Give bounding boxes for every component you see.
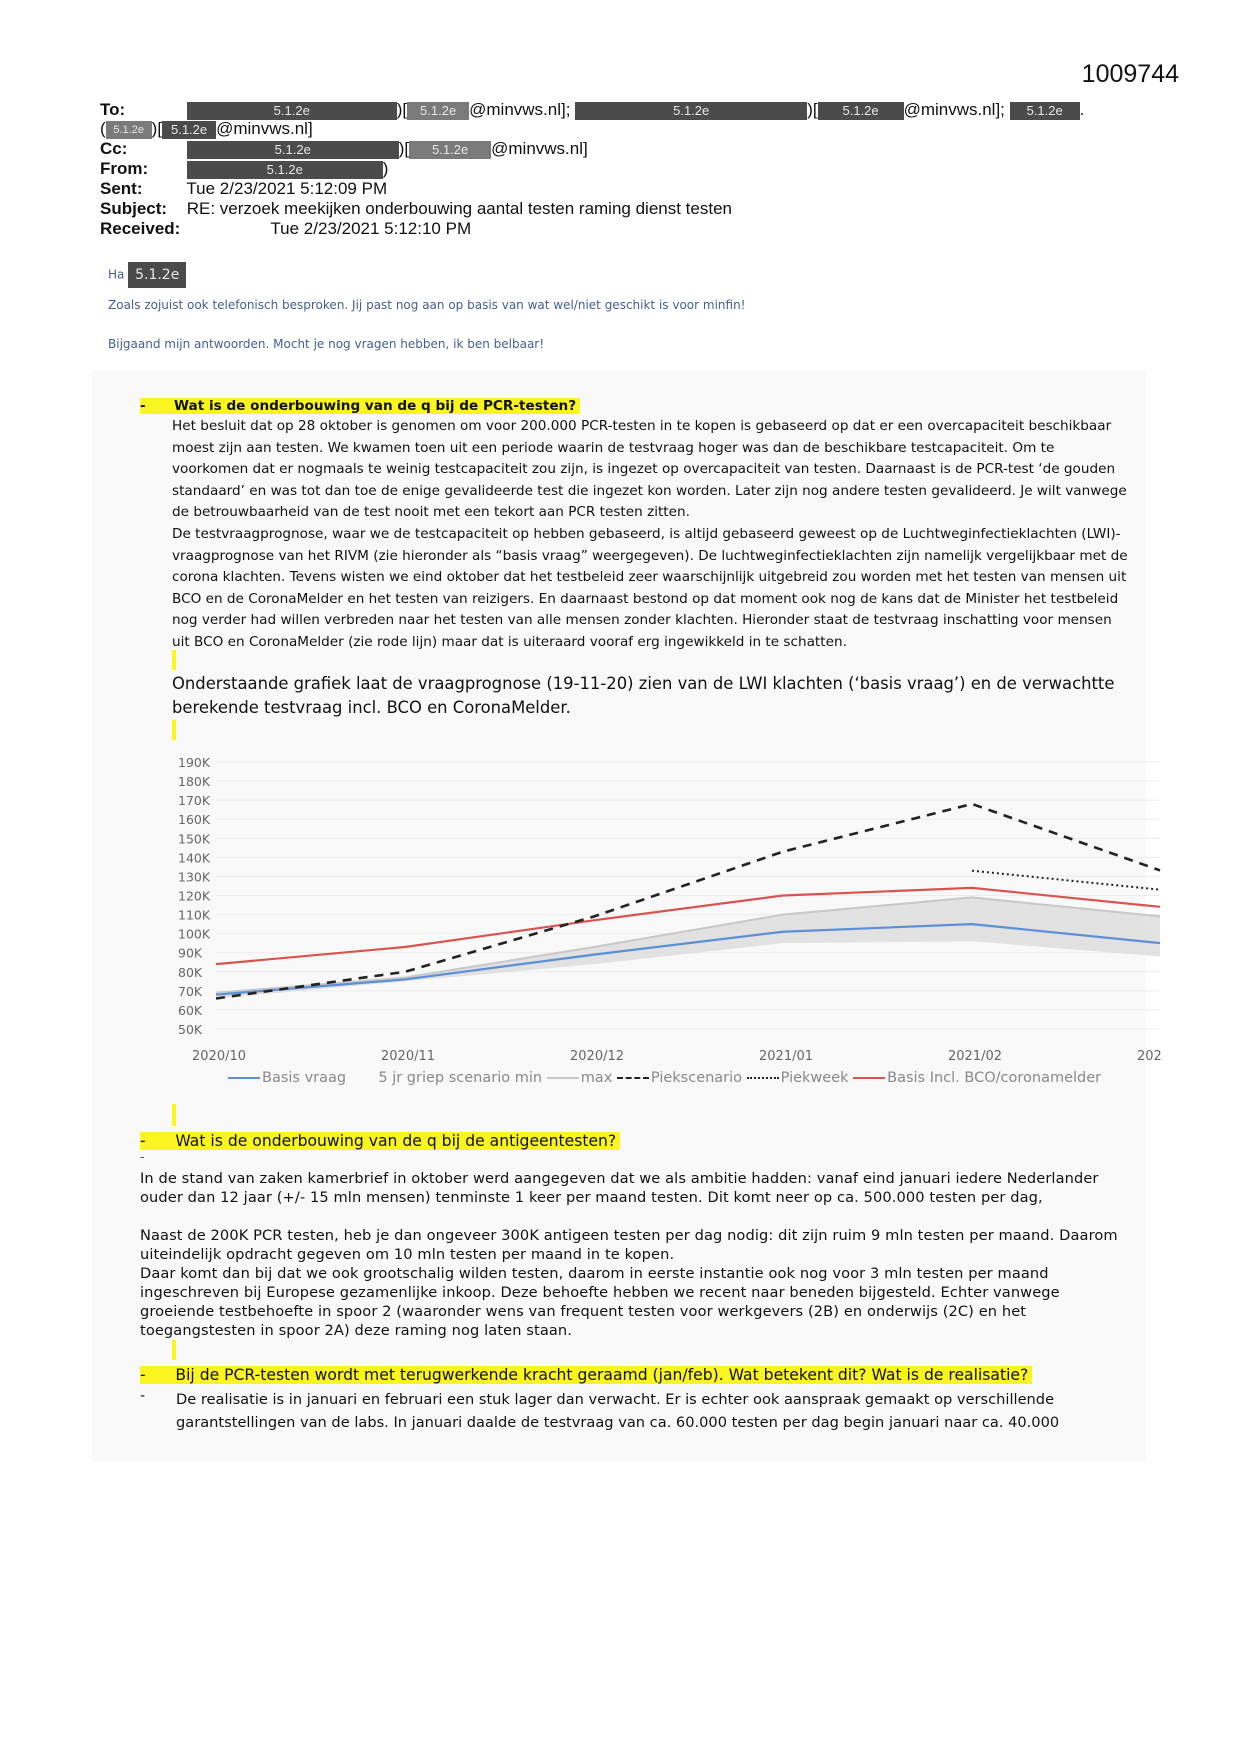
y-tick-label: 60K bbox=[178, 1002, 203, 1018]
legend-item: Basis vraag bbox=[262, 1070, 347, 1086]
to-label: To: bbox=[100, 100, 126, 119]
redaction: 5.1.2e bbox=[106, 121, 152, 139]
y-tick-label: 190K bbox=[178, 755, 211, 770]
sent-value: Tue 2/23/2021 5:12:09 PM bbox=[186, 179, 388, 198]
x-tick-label: 202 bbox=[1137, 1049, 1162, 1064]
highlight-marker bbox=[172, 720, 176, 740]
section1-paragraph-2: De testvraagprognose, waar we de testcapaciteit op hebben gebaseerd, is altijd gebaseerd geweest op de Luchtweginfectieklachten (LWI)- vraagprognose van het RIVM (zie hieronder als “basis vraag” weergegeven). De luchtweginfectieklachten zijn namelijk vergelijkbaar met de corona klachten. Tevens wisten we eind oktober dat het testbeleid zeer waarschijnlijk uitgebreid zou worden met het testen van mensen uit BCO en de CoronaMelder en het testen van reizigers. En daarnaast bestond op dat moment ook nog de kans dat de Minister het testbeleid nog verder had willen verbreden naar het testen van alle mensen zonder klachten. Hieronder staat de testvraag inschatting voor mensen uit BCO en CoronaMelder (zie rode lijn) maar dat is uiteraard vooraf erg ingewikkeld in te schatten. bbox=[172, 526, 1128, 650]
received-line bbox=[100, 219, 471, 239]
legend-item: Piekscenario bbox=[650, 1070, 743, 1086]
subject-value: RE: verzoek meekijken onderbouwing aantal testen raming dienst testen bbox=[186, 199, 732, 218]
redaction: 5.1.2e bbox=[1010, 102, 1080, 120]
y-tick-label: 160K bbox=[178, 812, 211, 828]
question-highlight: - Wat is de onderbouwing van de q bij de antigeentesten? bbox=[140, 1132, 620, 1150]
greeting-text: Ha bbox=[108, 267, 125, 282]
legend-swatch bbox=[747, 1077, 779, 1079]
email-domain: @minvws.nl] bbox=[216, 119, 313, 138]
question-text: Wat is de onderbouwing van de q bij de PCR-testen? bbox=[174, 398, 577, 414]
legend-item: max bbox=[580, 1070, 613, 1086]
legend-item: Basis Incl. BCO/coronamelder bbox=[887, 1070, 1102, 1086]
highlight-marker bbox=[172, 1340, 176, 1360]
y-tick-label: 90K bbox=[178, 945, 203, 961]
section1-paragraph-1: Het besluit dat op 28 oktober is genomen om voor 200.000 PCR-testen in te kopen is gebaseerd op dat er een overcapaciteit beschikbaar moest zijn aan testen. We kwamen toen uit een periode waarin de testvraag hoger was dan de beschikbare testcapaciteit. Om te voorkomen dat er nogmaals te weinig testcapaciteit zou zijn, is ingezet op overcapaciteit van testen. Daarnaast is de PCR-test ‘de gouden standaard’ en was tot dan toe de enige gevalideerde test die ingezet kon worden. Later zijn nog andere testen gevalideerd. Je wilt vanwege de betrouwbaarheid van de test nooit met een tekort aan PCR testen zitten. bbox=[172, 418, 1127, 520]
y-tick-label: 170K bbox=[178, 793, 211, 809]
y-tick-label: 150K bbox=[178, 831, 211, 847]
received-label: Received: bbox=[100, 219, 181, 238]
section2-paragraph-1: In de stand van zaken kamerbrief in oktober werd aangegeven dat we als ambitie hadden: vanaf eind januari iedere Nederlander ouder dan 12 jaar (+/- 15 mln mensen) tenminste 1 keer per maand testen. Dit komt neer op ca. 500.000 testen per dag, bbox=[140, 1170, 1099, 1206]
section2-question bbox=[140, 1130, 620, 1152]
question-text: Bij de PCR-testen wordt met terugwerkende kracht geraamd (jan/feb). Wat betekent dit? Wat is de realisatie? bbox=[175, 1366, 1029, 1384]
redaction: 5.1.2e bbox=[409, 141, 491, 159]
x-tick-label: 2020/10 bbox=[192, 1049, 247, 1064]
legend-swatch bbox=[617, 1077, 649, 1079]
legend-swatch bbox=[547, 1077, 579, 1079]
body-line-2: Bijgaand mijn antwoorden. Mocht je nog vragen hebben, ik ben belbaar! bbox=[108, 337, 545, 351]
separator: )[ bbox=[151, 119, 163, 138]
sent-line bbox=[100, 179, 387, 199]
x-tick-label: 2021/01 bbox=[759, 1049, 814, 1064]
x-tick-label: 2020/12 bbox=[570, 1049, 625, 1064]
punctuation: . bbox=[1079, 100, 1085, 119]
punctuation: ) bbox=[382, 159, 389, 178]
y-tick-label: 110K bbox=[178, 907, 211, 923]
cc-line bbox=[100, 139, 588, 159]
redaction: 5.1.2e bbox=[162, 121, 216, 139]
legend-swatch bbox=[853, 1077, 885, 1079]
x-tick-label: 2021/02 bbox=[948, 1049, 1003, 1064]
question-highlight: - Bij de PCR-testen wordt met terugwerkende kracht geraamd (jan/feb). Wat betekent dit? Wat is de realisatie? bbox=[140, 1366, 1032, 1384]
document-number: 1009744 bbox=[1081, 60, 1179, 88]
redaction: 5.1.2e bbox=[187, 102, 397, 120]
chart-intro: Onderstaande grafiek laat de vraagprognose (19-11-20) zien van de LWI klachten (‘basis vraag’) en de verwachtte berekende testvraag incl. BCO en CoronaMelder. bbox=[172, 674, 1115, 717]
separator: )[ bbox=[396, 100, 408, 119]
section3-answer: De realisatie is in januari en februari een stuk lager dan verwacht. Er is echter ook aanspraak gemaakt op verschillende garantstellingen van de labs. In januari daalde de testvraag van ca. 60.000 testen per dag begin januari naar ca. 40.000 bbox=[176, 1391, 1060, 1431]
punctuation: ( bbox=[100, 119, 106, 138]
x-tick-label: 2020/11 bbox=[381, 1049, 436, 1064]
from-label: From: bbox=[100, 159, 149, 178]
highlight-marker bbox=[172, 650, 176, 670]
y-tick-label: 100K bbox=[178, 926, 211, 942]
section3-question bbox=[140, 1364, 1032, 1386]
answer-dash: - bbox=[140, 1388, 146, 1404]
legend-item: Piekweek bbox=[780, 1070, 849, 1086]
y-tick-label: 80K bbox=[178, 964, 203, 980]
question-highlight: - Wat is de onderbouwing van de q bij de PCR-testen? bbox=[140, 398, 580, 414]
redaction: 5.1.2e bbox=[187, 161, 383, 179]
from-line bbox=[100, 159, 388, 179]
redaction: 5.1.2e bbox=[407, 102, 469, 120]
legend-item: 5 jr griep scenario min bbox=[378, 1070, 543, 1086]
email-domain: @minvws.nl]; bbox=[903, 100, 1005, 119]
cc-label: Cc: bbox=[100, 139, 128, 158]
section2-paragraph-2: Naast de 200K PCR testen, heb je dan ongeveer 300K antigeen testen per dag nodig: dit zijn ruim 9 mln testen per maand. Daarom uiteindelijk opdracht gegeven om 10 mln testen per maand in te kopen. bbox=[140, 1227, 1118, 1263]
redaction: 5.1.2e bbox=[818, 102, 904, 120]
subject-label: Subject: bbox=[100, 199, 168, 218]
y-tick-label: 180K bbox=[178, 774, 211, 790]
highlight-marker bbox=[172, 1104, 176, 1126]
separator: )[ bbox=[807, 100, 818, 119]
redaction: 5.1.2e bbox=[128, 262, 186, 288]
redaction: 5.1.2e bbox=[187, 141, 399, 159]
question-text: Wat is de onderbouwing van de q bij de antigeentesten? bbox=[175, 1132, 617, 1150]
section1-question bbox=[140, 396, 580, 418]
y-tick-label: 140K bbox=[178, 850, 211, 866]
body-line-1: Zoals zojuist ook telefonisch besproken. Jij past nog aan op basis van wat wel/niet geschikt is voor minfin! bbox=[108, 298, 746, 312]
to-line bbox=[100, 100, 1084, 120]
email-domain: @minvws.nl] bbox=[491, 139, 588, 158]
legend-swatch bbox=[228, 1077, 260, 1079]
dash: - bbox=[140, 1150, 145, 1165]
greeting bbox=[108, 262, 186, 288]
to-line-continued bbox=[100, 119, 313, 139]
received-value: Tue 2/23/2021 5:12:10 PM bbox=[270, 219, 472, 238]
redaction: 5.1.2e bbox=[575, 102, 807, 120]
section2-paragraph-3: Daar komt dan bij dat we ook grootschalig wilden testen, daarom in eerste instantie ook nog voor 3 mln testen per maand ingeschreven bij Europese gezamenlijke inkoop. Deze behoefte hebben we recent naar beneden bijgesteld. Echter vanwege groeiende testbehoefte in spoor 2 (waaronder wens van frequent testen voor werkgevers (2B) en onderwijs (2C) en het toegangstesten in spoor 2A) deze raming nog laten staan. bbox=[140, 1265, 1060, 1339]
sent-label: Sent: bbox=[100, 179, 143, 198]
y-tick-label: 120K bbox=[178, 888, 211, 904]
y-tick-label: 70K bbox=[178, 983, 203, 999]
separator: )[ bbox=[398, 139, 410, 158]
email-domain: @minvws.nl]; bbox=[469, 100, 571, 119]
chart-legend bbox=[228, 1070, 1101, 1086]
y-tick-label: 50K bbox=[178, 1022, 203, 1037]
subject-line bbox=[100, 199, 732, 219]
y-tick-label: 130K bbox=[178, 869, 211, 885]
